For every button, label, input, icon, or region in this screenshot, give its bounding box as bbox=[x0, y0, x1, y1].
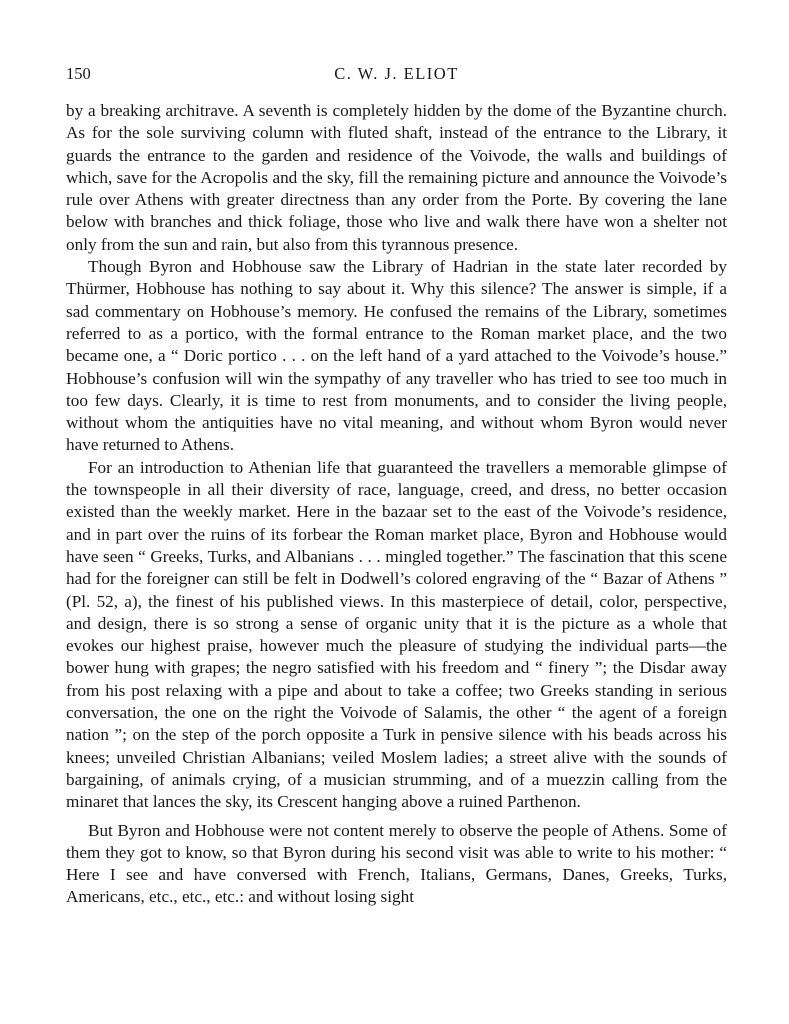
paragraph-people-of-athens: But Byron and Hobhouse were not content merely to observe the people of Athens. Some of them they got to know, so that Byron during his second visit was able to write to his mother: “ Here I see and have conversed with French, Italians, Germans, Danes, Greeks, Turks, Americans, etc., etc., etc.: and without losing sight bbox=[66, 820, 727, 907]
body-text bbox=[66, 100, 727, 909]
page-header bbox=[66, 64, 727, 86]
running-head: C. W. J. ELIOT bbox=[334, 64, 459, 83]
paragraph-hobhouse-silence: Though Byron and Hobhouse saw the Library of Hadrian in the state later recorded by Thürmer, Hobhouse has nothing to say about it. Why this silence? The answer is simple, if a sad commentary on Hobhouse’s memory. He confused the remains of the Library, sometimes referred to as a portico, with the formal entrance to the Roman market place, and the two became one, a “ Doric portico . . . on the left hand of a yard attached to the Voivode’s house.” Hobhouse’s confusion will win the sympathy of any traveller who has tried to see too much in too few days. Clearly, it is time to rest from monuments, and to consider the living people, without whom the antiquities have no vital meaning, and without whom Byron would never have returned to Athens. bbox=[66, 257, 727, 455]
paragraph-athenian-market: For an introduction to Athenian life that guaranteed the travellers a memorable glimpse of the townspeople in all their diversity of race, language, creed, and dress, no better occasion existed than the weekly market. Here in the bazaar set to the east of the Voivode’s residence, and in part over the ruins of its forbear the Roman market place, Byron and Hobhouse would have seen “ Greeks, Turks, and Albanians . . . mingled together.” The fascination that this scene had for the foreigner can still be felt in Dodwell’s colored engraving of the “ Bazar of Athens ” (Pl. 52, a), the finest of his published views. In this masterpiece of detail, color, perspective, and design, there is so strong a sense of organic unity that it is the picture as a whole that evokes our highest praise, however much the pleasure of studying the individual parts—the bower hung with grapes; the negro satisfied with his freedom and “ finery ”; the Disdar away from his post relaxing with a pipe and about to take a coffee; two Greeks standing in serious conversation, the one on the right the Voivode of Salamis, the other “ the agent of a foreign nation ”; on the step of the porch opposite a Turk in pensive silence with his beads across his knees; unveiled Christian Albanians; veiled Moslem ladies; a street alive with the sounds of bargaining, of animals crying, of a musician strumming, and of a muezzin calling from the minaret that lances the sky, its Crescent hanging above a ruined Parthenon. bbox=[66, 457, 727, 812]
page-number: 150 bbox=[66, 64, 91, 83]
paragraph-continued: by a breaking architrave. A seventh is completely hidden by the dome of the Byzantine church. As for the sole surviving column with fluted shaft, instead of the entrance to the Library, it guards the entrance to the garden and residence of the Voivode, the walls and buildings of which, save for the Acropolis and the sky, fill the remaining picture and announce the Voivode’s rule over Athens with greater directness than any order from the Porte. By covering the lane below with branches and thick foliage, those who live and walk there have won a shelter not only from the sun and rain, but also from this tyrannous presence. bbox=[66, 101, 727, 254]
